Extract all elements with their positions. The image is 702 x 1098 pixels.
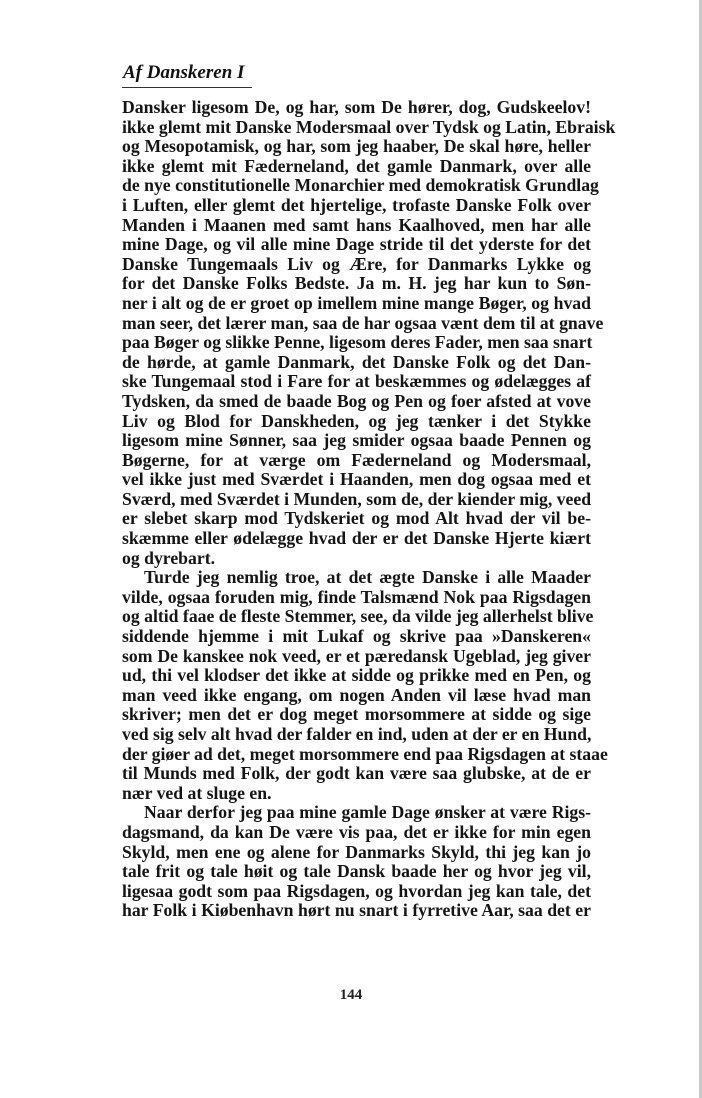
text-line: som De kanskee nok veed, er et pæredansk Ugeblad, jeg giver — [122, 645, 591, 666]
text-line: Turde jeg nemlig troe, at det ægte Danske i alle Maader — [144, 567, 591, 588]
text-line: ligesom mine Sønner, saa jeg smider ogsaa baade Pennen og — [122, 430, 591, 451]
text-line: ved sig selv alt hvad der falder en ind, uden at der er en Hund, — [122, 724, 592, 744]
text-line: vilde, ogsaa foruden mig, finde Talsmænd Nok paa Rigsdagen — [122, 586, 591, 607]
text-line: paa Bøger og slikke Penne, ligesom deres Fader, men saa snart — [122, 332, 593, 353]
text-line: ud, thi vel klodser det ikke at sidde og prikke med en Pen, og — [122, 665, 591, 686]
text-line: Danske Tungemaals Liv og Ære, for Danmarks Lykke og — [122, 253, 591, 274]
text-line: Skyld, men ene og alene for Danmarks Skyld, thi jeg kan jo — [122, 841, 591, 862]
text-line: tale frit og tale høit og tale Dansk baade her og hvor jeg vil, — [122, 861, 591, 882]
text-line: og altid faae de fleste Stemmer, see, da vilde jeg allerhelst blive — [122, 606, 594, 627]
text-line: ner i alt og de er groet op imellem mine mange Bøger, og hvad — [122, 292, 591, 313]
text-line: dagsmand, da kan De være vis paa, det er ikke for min egen — [122, 821, 591, 842]
text-line: Tydsken, da smed de baade Bog og Pen og foer afsted at vove — [122, 390, 591, 411]
text-line: ikke glemt mit Fæderneland, det gamle Danmark, over alle — [122, 155, 591, 176]
text-line: de nye constitutionelle Monarchier med demokratisk Grundlag — [122, 175, 599, 196]
text-line: Bøgerne, for at værge om Fæderneland og Modersmaal, — [122, 449, 591, 470]
text-line: man veed ikke engang, om nogen Anden vil læse hvad man — [122, 684, 591, 705]
page-number: 144 — [339, 987, 363, 1003]
text-line: for det Danske Folks Bedste. Ja m. H. jeg har kun to Søn- — [122, 273, 591, 294]
text-line: ske Tungemaal stod i Fare for at beskæmmes og ødelægges af — [122, 371, 591, 392]
running-header: Af Danskeren I — [123, 62, 245, 83]
text-line: nær ved at sluge en. — [122, 782, 272, 803]
text-line: siddende hjemme i mit Lukaf og skrive paa »Danskeren« — [122, 626, 591, 647]
text-line: ikke glemt mit Danske Modersmaal over Tydsk og Latin, Ebraisk — [122, 116, 616, 137]
text-line: ligesaa godt som paa Rigsdagen, og hvordan jeg kan tale, det — [122, 880, 591, 901]
text-line: Sværd, med Sværdet i Munden, som de, der kiender mig, veed — [122, 488, 592, 509]
text-line: Dansker ligesom De, og har, som De hører, dog, Gudskeelov! — [122, 97, 591, 117]
text-line: og Mesopotamisk, og har, som jeg haaber, De skal høre, heller — [122, 136, 591, 157]
text-line: i Luften, eller glemt det hjertelige, trofaste Danske Folk over — [122, 194, 591, 215]
text-line: Liv og Blod for Danskheden, og jeg tænker i det Stykke — [122, 410, 591, 431]
text-line: er slebet skarp mod Tydskeriet og mod Alt hvad der vil be- — [122, 508, 591, 529]
text-line: mine Dage, og vil alle mine Dage stride til det yderste for det — [122, 234, 591, 255]
text-line: Naar derfor jeg paa mine gamle Dage ønsker at være Rigs- — [144, 802, 591, 823]
text-line: til Munds med Folk, der godt kan være saa glubske, at de er — [122, 763, 591, 784]
text-line: Manden i Maanen med samt hans Kaalhoved, men har alle — [122, 214, 591, 235]
text-line: og dyrebart. — [122, 547, 216, 568]
text-line: skriver; men det er dog meget morsommere at sidde og sige — [122, 704, 591, 725]
header-underline — [122, 87, 252, 88]
text-line: man seer, det lærer man, saa de har ogsaa vænt dem til at gnave — [122, 312, 604, 333]
text-line: vel ikke just med Sværdet i Haanden, men dog ogsaa med et — [122, 469, 591, 490]
text-line: skæmme eller ødelægge hvad der er det Danske Hjerte kiært — [122, 528, 591, 549]
body-text — [122, 97, 616, 921]
text-line: der giøer ad det, meget morsommere end paa Rigsdagen at staae — [122, 743, 608, 764]
text-line: de hørde, at gamle Danmark, det Danske Folk og det Dan- — [122, 351, 591, 372]
text-line: har Folk i Kiøbenhavn hørt nu snart i fyrretive Aar, saa det er — [122, 900, 591, 921]
